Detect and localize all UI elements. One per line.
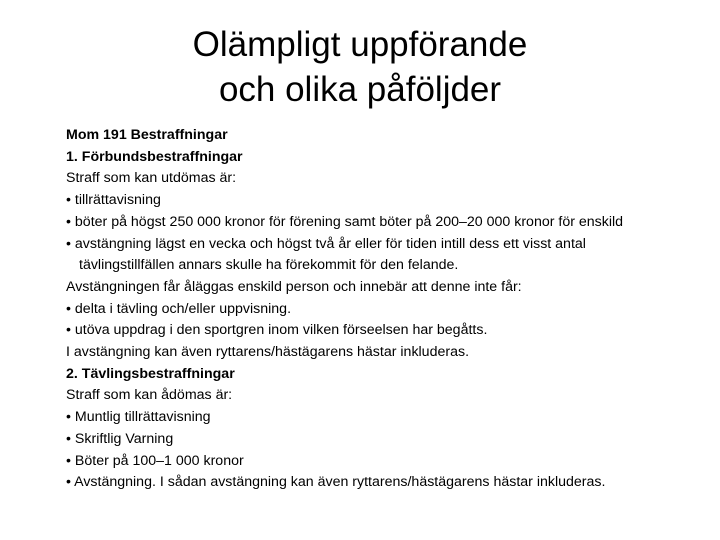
body-line: Straff som kan ådömas är: bbox=[66, 387, 233, 404]
bullet-item: • tillrättavisning bbox=[66, 192, 161, 209]
section-heading-forbundsbestraffningar: 1. Förbundsbestraffningar bbox=[66, 148, 243, 165]
bullet-item: • böter på högst 250 000 kronor för förening samt böter på 200–20 000 kronor för enskild bbox=[66, 213, 624, 230]
bullet-item: • avstängning lägst en vecka och högst två år eller för tiden intill dess ett visst antal tävlingstillfällen annars skulle ha förekommit för den felande. bbox=[66, 235, 586, 274]
section-heading-tavlingsbestraffningar: 2. Tävlingsbestraffningar bbox=[66, 365, 235, 382]
bullet-item: • Muntlig tillrättavisning bbox=[66, 409, 211, 426]
body-line: Avstängningen får åläggas enskild person och innebär att denne inte får: bbox=[66, 278, 522, 295]
section-heading-mom-191: Mom 191 Bestraffningar bbox=[66, 127, 228, 143]
slide-body bbox=[66, 125, 676, 494]
bullet-item: • utöva uppdrag i den sportgren inom vilken förseelsen har begåtts. bbox=[66, 322, 488, 339]
slide-title bbox=[100, 22, 620, 112]
bullet-item: • Avstängning. I sådan avstängning kan även ryttarens/hästägarens hästar inkluderas. bbox=[66, 474, 606, 491]
slide-title-line-2: och olika påföljder bbox=[218, 70, 502, 109]
bullet-item: • Böter på 100–1 000 kronor bbox=[66, 452, 244, 469]
slide-title-line-1: Olämpligt uppförande bbox=[192, 25, 528, 64]
bullet-item: • Skriftlig Varning bbox=[66, 430, 174, 447]
bullet-item: • delta i tävling och/eller uppvisning. bbox=[66, 300, 292, 317]
body-line: Straff som kan utdömas är: bbox=[66, 170, 237, 187]
body-line: I avstängning kan även ryttarens/hästägarens hästar inkluderas. bbox=[66, 344, 470, 361]
